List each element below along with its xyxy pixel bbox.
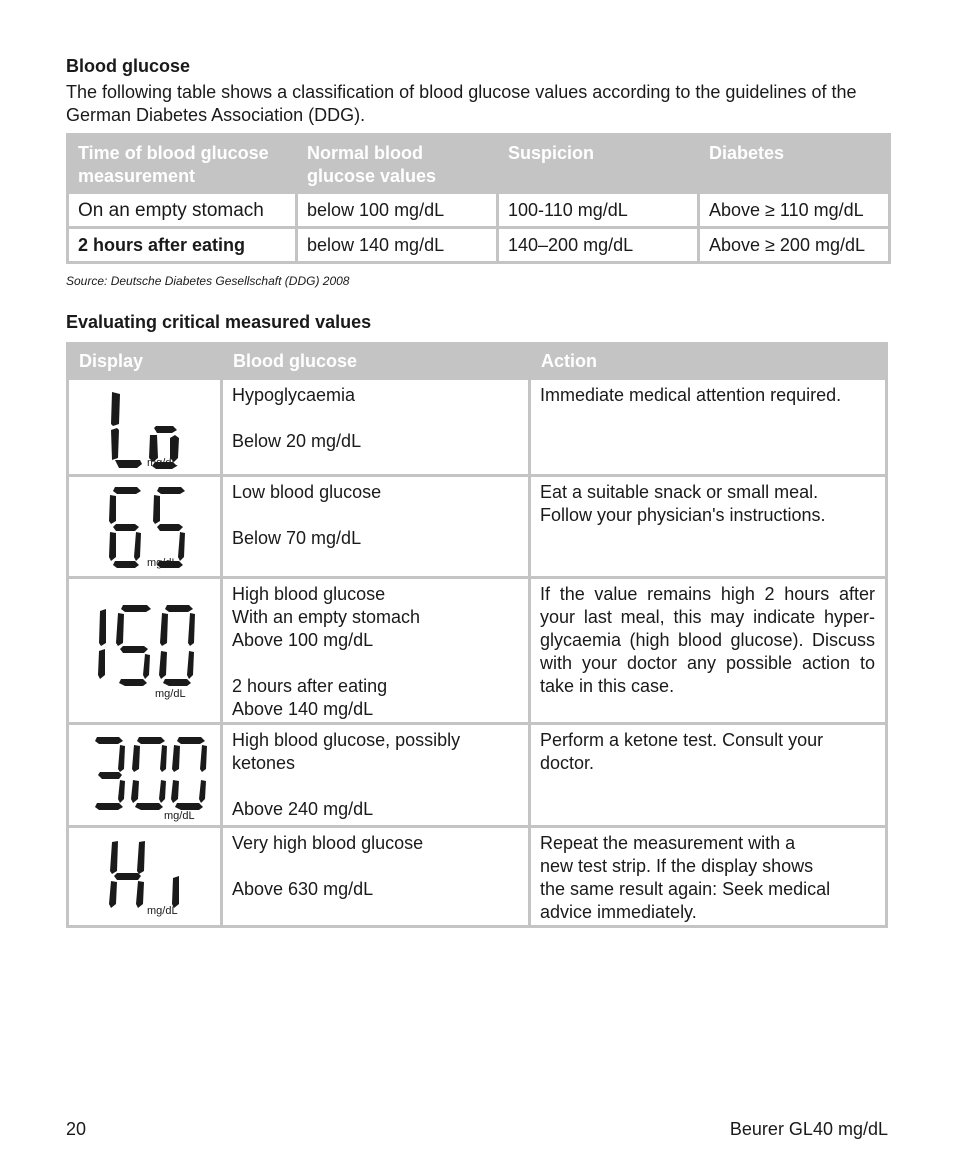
unit-label: mg/dL — [155, 688, 186, 700]
column-header: Diabetes — [700, 136, 888, 191]
table-header-row — [69, 136, 888, 191]
action-line: Follow your physician's instructions. — [540, 505, 826, 525]
table-header-row — [69, 345, 885, 377]
glucose-line: Low blood glucose — [232, 482, 382, 502]
page-number: 20 — [66, 1119, 87, 1139]
table-cell-suspicion: 140–200 mg/dL — [499, 229, 697, 261]
table-row — [69, 229, 888, 261]
action-line: Perform a ketone test. Consult your doctor. — [540, 730, 824, 773]
glucose-line: Very high blood glucose — [232, 833, 424, 853]
action-line: Repeat the measurement with a — [540, 833, 796, 853]
glucose-line: Below 20 mg/dL — [232, 431, 362, 451]
glucose-cell — [223, 579, 528, 722]
table-row — [69, 828, 885, 925]
lcd-display-150 — [69, 579, 220, 722]
glucose-line: Below 70 mg/dL — [232, 528, 362, 548]
unit-label: mg/dL — [147, 905, 178, 917]
section-title-blood-glucose: Blood glucose — [66, 56, 191, 76]
glucose-cell — [223, 477, 528, 576]
column-header: Action — [531, 345, 885, 377]
table-row — [69, 194, 888, 226]
action-line: Immediate medical attention required. — [540, 385, 842, 405]
table-cell-normal: below 100 mg/dL — [298, 194, 496, 226]
action-line: Eat a suitable snack or small meal. — [540, 482, 819, 502]
classification-table — [66, 133, 891, 264]
section-title-critical-values: Evaluating critical measured values — [66, 312, 372, 332]
column-header: Suspicion — [499, 136, 697, 191]
action-line: If the value remains high 2 hours after your last meal, this may indicate hyper-glycaemia (high blood glucose). Discuss with your doctor any possible action to take in this case. — [540, 584, 875, 696]
glucose-cell — [223, 380, 528, 474]
lcd-display-lo — [69, 380, 220, 474]
display-cell — [69, 828, 220, 925]
source-note: Source: Deutsche Diabetes Gesellschaft (DDG) 2008 — [66, 274, 350, 288]
table-row — [69, 725, 885, 825]
unit-label: mg/dL — [147, 557, 178, 569]
glucose-line: Above 630 mg/dL — [232, 879, 374, 899]
table-cell-diabetes: Above ≥ 110 mg/dL — [700, 194, 888, 226]
table-cell-diabetes: Above ≥ 200 mg/dL — [700, 229, 888, 261]
table-cell-time: 2 hours after eating — [69, 229, 295, 261]
glucose-cell — [223, 828, 528, 925]
table-row — [69, 380, 885, 474]
glucose-cell — [223, 725, 528, 825]
glucose-line: With an empty stomach — [232, 607, 421, 627]
table-cell-suspicion: 100-110 mg/dL — [499, 194, 697, 226]
table-row — [69, 579, 885, 722]
unit-label: mg/dL — [147, 457, 178, 469]
action-cell — [531, 579, 885, 722]
glucose-line: Above 140 mg/dL — [232, 699, 374, 719]
table-cell-normal: below 140 mg/dL — [298, 229, 496, 261]
unit-label: mg/dL — [164, 810, 195, 822]
lcd-display-65 — [69, 477, 220, 576]
action-cell — [531, 380, 885, 474]
lcd-display-hi — [69, 828, 220, 925]
display-cell — [69, 477, 220, 576]
intro-paragraph: The following table shows a classification of blood glucose values according to the guidelines of the German Diabetes Association (DDG). — [66, 82, 857, 125]
column-header: Display — [69, 345, 220, 377]
glucose-line: High blood glucose, possibly ketones — [232, 730, 461, 773]
glucose-line: Above 100 mg/dL — [232, 630, 374, 650]
glucose-line: High blood glucose — [232, 584, 386, 604]
action-cell — [531, 725, 885, 825]
action-line: advice immediately. — [540, 902, 697, 922]
column-header: Time of blood glucose measurement — [69, 136, 295, 191]
critical-values-table — [66, 342, 888, 928]
action-line: the same result again: Seek medical — [540, 879, 831, 899]
display-cell — [69, 725, 220, 825]
column-header: Normal blood glucose values — [298, 136, 496, 191]
display-cell — [69, 579, 220, 722]
glucose-line: Hypoglycaemia — [232, 385, 356, 405]
table-cell-time: On an empty stomach — [69, 194, 295, 226]
lcd-display-300 — [69, 725, 220, 825]
display-cell — [69, 380, 220, 474]
column-header: Blood glucose — [223, 345, 528, 377]
table-row — [69, 477, 885, 576]
action-line: new test strip. If the display shows — [540, 856, 814, 876]
glucose-line: 2 hours after eating — [232, 676, 388, 696]
action-cell — [531, 828, 885, 925]
action-cell — [531, 477, 885, 576]
footer-product: Beurer GL40 mg/dL — [729, 1119, 888, 1139]
glucose-line: Above 240 mg/dL — [232, 799, 374, 819]
